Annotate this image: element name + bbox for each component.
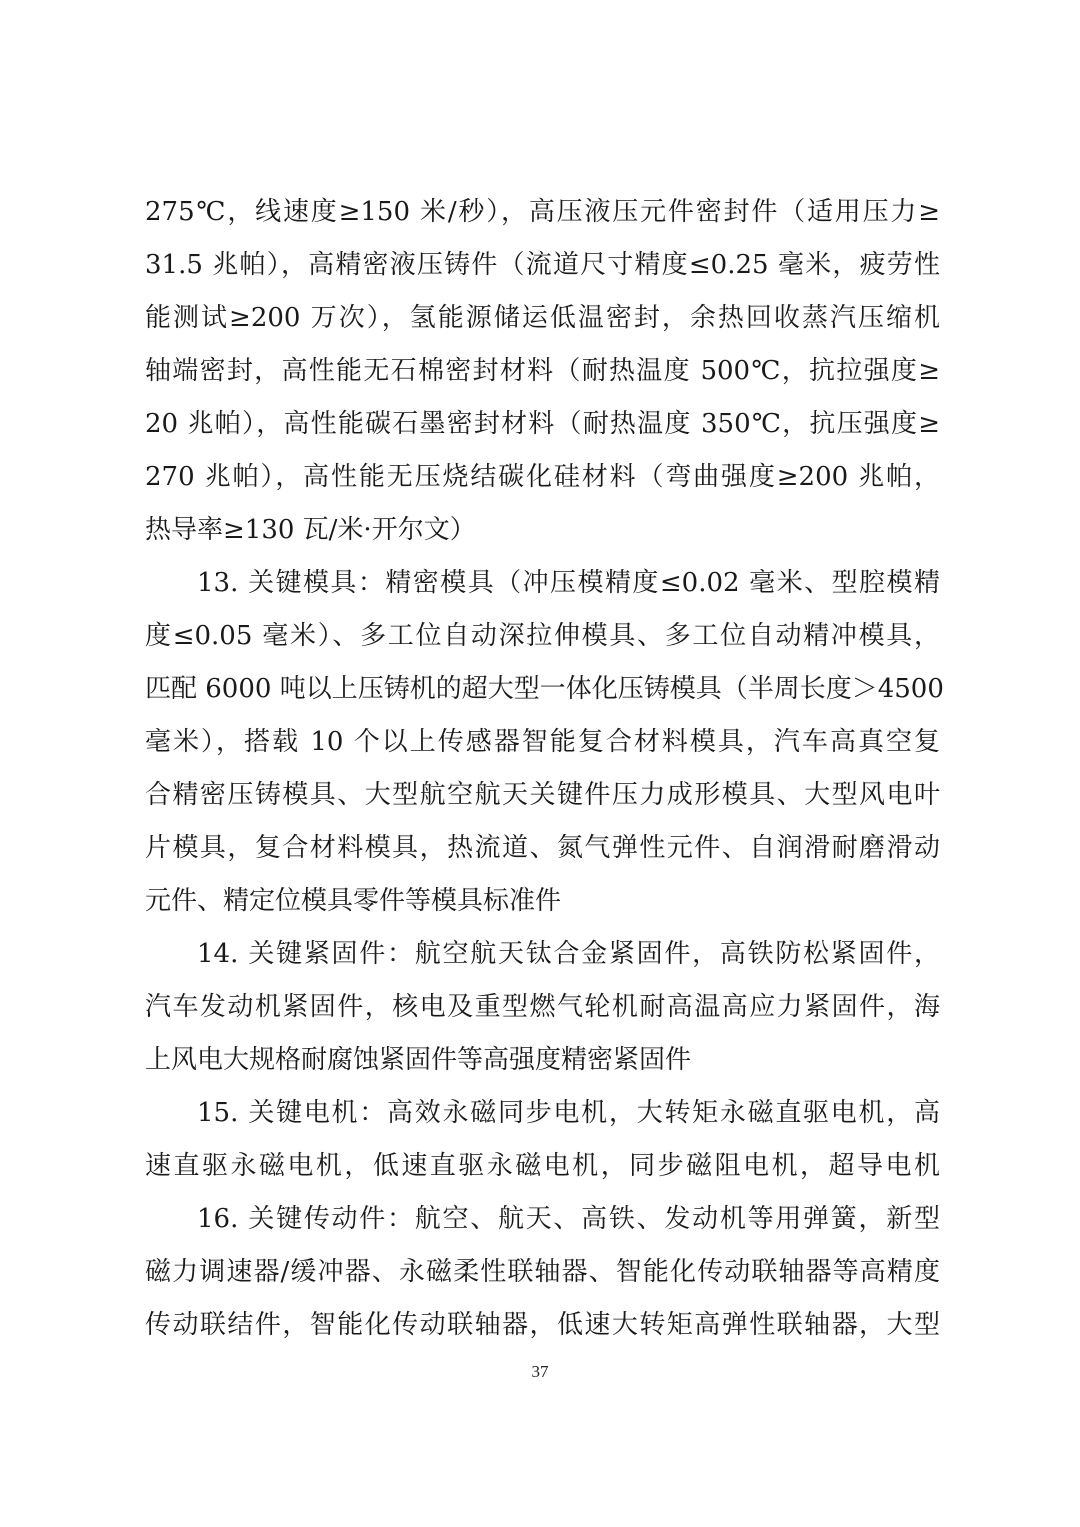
text-line: 毫米），搭载 10 个以上传感器智能复合材料模具，汽车高真空复 <box>145 727 940 757</box>
item-16-heading-line: 16. 关键传动件：航空、航天、高铁、发动机等用弹簧，新型 <box>197 1204 940 1234</box>
text-line: 上风电大规格耐腐蚀紧固件等高强度精密紧固件 <box>145 1045 692 1075</box>
text-line: 磁力调速器/缓冲器、永磁柔性联轴器、智能化传动联轴器等高精度 <box>145 1257 940 1287</box>
text-line: 元件、精定位模具零件等模具标准件 <box>145 886 562 916</box>
text-line: 275℃，线速度≥150 米/秒），高压液压元件密封件（适用压力≥ <box>145 197 940 227</box>
text-line: 20 兆帕），高性能碳石墨密封材料（耐热温度 350℃，抗压强度≥ <box>145 409 940 439</box>
item-15-heading-line: 15. 关键电机：高效永磁同步电机，大转矩永磁直驱电机，高 <box>197 1098 940 1128</box>
text-line: 轴端密封，高性能无石棉密封材料（耐热温度 500℃，抗拉强度≥ <box>145 356 940 386</box>
text-line: 度≤0.05 毫米）、多工位自动深拉伸模具、多工位自动精冲模具， <box>145 621 940 651</box>
text-line: 汽车发动机紧固件，核电及重型燃气轮机耐高温高应力紧固件，海 <box>145 992 940 1022</box>
text-line: 片模具，复合材料模具，热流道、氮气弹性元件、自润滑耐磨滑动 <box>145 833 940 863</box>
item-13-heading-line: 13. 关键模具：精密模具（冲压模精度≤0.02 毫米、型腔模精 <box>197 568 940 598</box>
text-line: 270 兆帕），高性能无压烧结碳化硅材料（弯曲强度≥200 兆帕， <box>145 462 940 492</box>
text-line: 传动联结件，智能化传动联轴器，低速大转矩高弹性联轴器，大型 <box>145 1310 940 1340</box>
text-line: 31.5 兆帕），高精密液压铸件（流道尺寸精度≤0.25 毫米，疲劳性 <box>145 250 940 280</box>
text-line: 能测试≥200 万次），氢能源储运低温密封，余热回收蒸汽压缩机 <box>145 303 940 333</box>
item-14-heading-line: 14. 关键紧固件：航空航天钛合金紧固件，高铁防松紧固件， <box>197 939 940 969</box>
page-number: 37 <box>531 1362 549 1381</box>
text-line: 合精密压铸模具、大型航空航天关键件压力成形模具、大型风电叶 <box>145 780 940 810</box>
body-text <box>145 186 944 1352</box>
text-line: 热导率≥130 瓦/米·开尔文） <box>145 515 476 545</box>
text-line: 速直驱永磁电机，低速直驱永磁电机，同步磁阻电机，超导电机 <box>145 1151 940 1181</box>
text-line: 匹配 6000 吨以上压铸机的超大型一体化压铸模具（半周长度＞4500 <box>145 674 944 704</box>
